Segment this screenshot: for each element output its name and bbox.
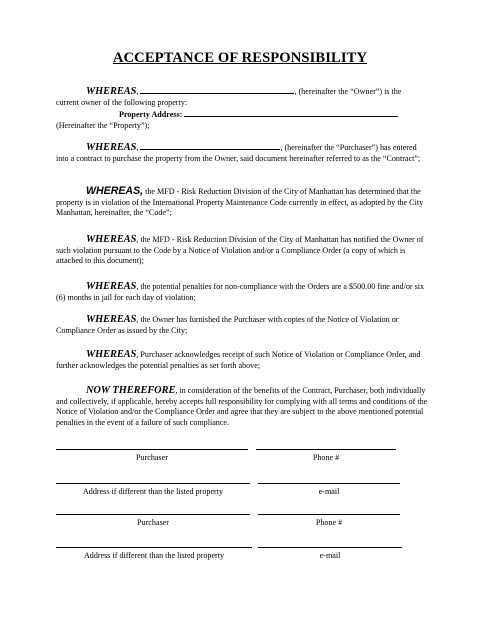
penalties-paragraph: WHEREAS, the potential penalties for non-compliance with the Orders are a $500.00 fine and/or six (6) months in jail for each day of violation; [56, 281, 425, 302]
whereas-keyword: WHEREAS [86, 142, 137, 153]
now-therefore-keyword: NOW THEREFORE [86, 385, 176, 396]
purchaser-name-blank [140, 141, 280, 150]
violation-determination-paragraph: WHEREAS, the MFD - Risk Reduction Division of the City of Manhattan has determined that the property is in violation of the International Property Maintenance Code currently in effect, as adopted by the City Manhattan, hereinafter, the “Code”; [56, 185, 424, 217]
address-line-1[interactable] [56, 483, 250, 484]
acknowledgement-paragraph: WHEREAS, Purchaser acknowledges receipt of such Notice of Violation or Compliance Order, and further acknowledges the potential penalties as set forth above; [56, 349, 421, 370]
owner-name-blank [140, 85, 294, 94]
address-label-2: Address if different than the listed property [83, 551, 225, 560]
whereas-keyword: WHEREAS [86, 281, 137, 292]
purchaser-label-1: Purchaser [136, 453, 168, 462]
now-therefore-paragraph: NOW THEREFORE, in consideration of the benefits of the Contract, Purchaser, both individually and collectively, if applicable, hereby accepts full responsibility for complying with all terms and conditions of the Notice of Violation and/or the Compliance Order and agree that they are subject to the above mentioned potential penalties in the event of a failure of such compliance. [56, 385, 428, 427]
whereas-keyword: WHEREAS [86, 314, 137, 325]
address-label-1: Address if different than the listed property [82, 487, 224, 496]
phone-label-1: Phone # [312, 453, 340, 462]
purchaser-label-2: Purchaser [137, 518, 169, 527]
whereas-keyword: WHEREAS [86, 234, 137, 245]
email-line-2[interactable] [258, 547, 402, 548]
email-label-2: e-mail [319, 551, 341, 560]
property-address-blank [184, 108, 398, 117]
purchaser-signature-line-2[interactable] [56, 514, 250, 515]
whereas-keyword: WHEREAS, [86, 185, 144, 197]
phone-line-2[interactable] [258, 514, 400, 515]
phone-label-2: Phone # [315, 518, 343, 527]
purchaser-signature-line-1[interactable] [56, 449, 248, 450]
whereas-keyword: WHEREAS [86, 86, 137, 97]
address-line-2[interactable] [56, 547, 252, 548]
email-label-1: e-mail [318, 487, 340, 496]
phone-line-1[interactable] [256, 449, 396, 450]
email-line-1[interactable] [258, 483, 400, 484]
whereas-keyword: WHEREAS [86, 349, 137, 360]
notification-paragraph: WHEREAS, the MFD - Risk Reduction Division of the City of Manhattan has notified the Owner of such violation pursuant to the Code by a Notice of Violation and/or a Compliance Order (a copy of which is attached to this document); [56, 234, 424, 265]
purchaser-paragraph: WHEREAS, , (hereinafter the “Purchaser”) has entered into a contract to purchase the property from the Owner, said document hereinafter referred to as the “Contract”; [56, 142, 421, 163]
copies-furnished-paragraph: WHEREAS, the Owner has furnished the Purchaser with copies of the Notice of Violation or Compliance Order as issued by the City; [56, 314, 399, 335]
document-title: ACCEPTANCE OF RESPONSIBILITY [112, 50, 368, 66]
owner-paragraph: WHEREAS, , (hereinafter the “Owner”) is the current owner of the following property: Property Address: (Hereinafter the “Property”); [56, 86, 402, 130]
property-address-label: Property Address: [119, 110, 183, 119]
